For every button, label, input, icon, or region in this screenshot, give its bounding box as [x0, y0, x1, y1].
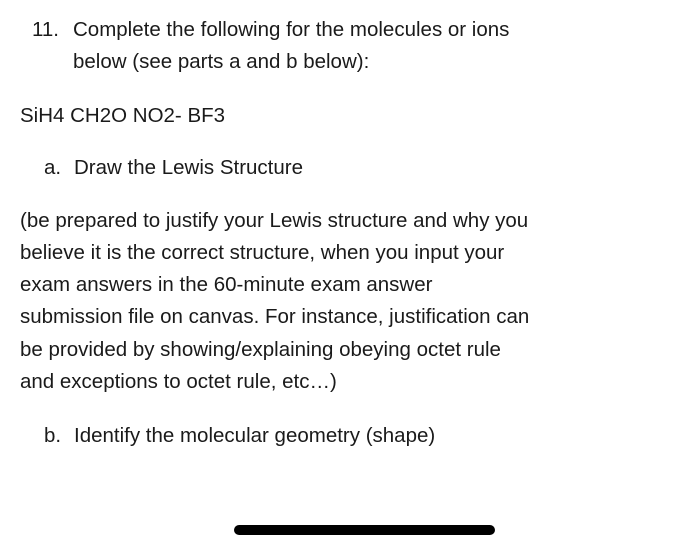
part-a-label: a.: [44, 156, 62, 179]
note-line: submission file on canvas. For instance, justification can: [20, 305, 530, 328]
molecule-list: SiH4 CH2O NO2- BF3: [20, 104, 226, 127]
note-line: believe it is the correct structure, when you input your: [20, 241, 505, 264]
note-line: exam answers in the 60-minute exam answer: [20, 273, 433, 296]
note-line: be provided by showing/explaining obeying octet rule: [20, 338, 501, 361]
note-line: (be prepared to justify your Lewis structure and why you: [20, 209, 529, 232]
question-text-line-2: below (see parts a and b below):: [73, 50, 370, 73]
part-a-text: Draw the Lewis Structure: [74, 156, 304, 179]
question-number: 11.: [32, 18, 59, 41]
part-b-text: Identify the molecular geometry (shape): [74, 424, 436, 447]
question-text-line-1: Complete the following for the molecules or ions: [73, 18, 510, 41]
part-b-label: b.: [44, 424, 62, 447]
note-line: and exceptions to octet rule, etc…): [20, 370, 337, 393]
home-indicator[interactable]: [234, 525, 495, 535]
